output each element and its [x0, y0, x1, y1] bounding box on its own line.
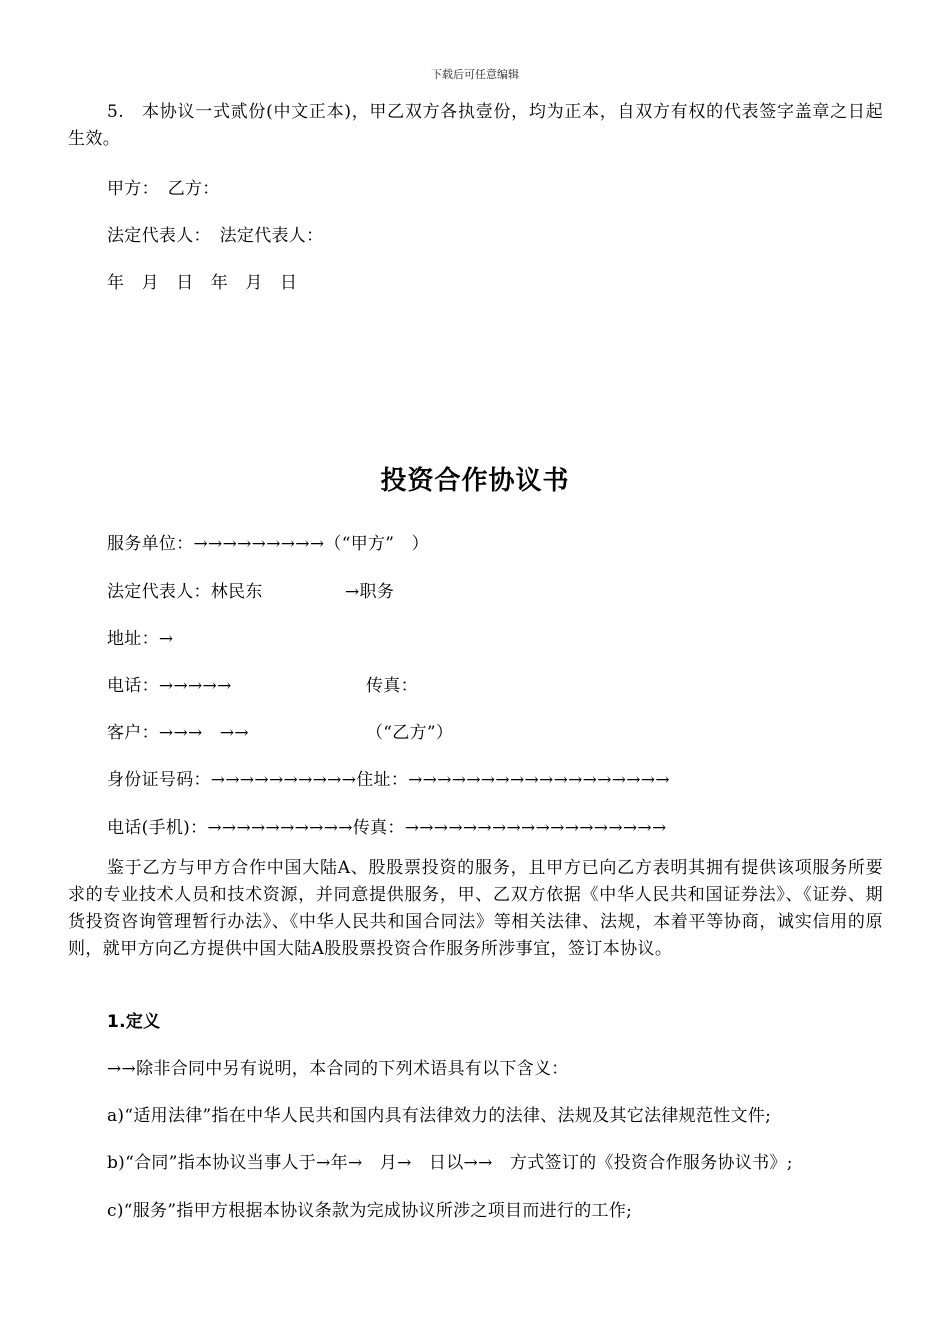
- section-1-lead: →→除非合同中另有说明，本合同的下列术语具有以下含义：: [107, 1059, 569, 1079]
- definition-item-b: b)“合同”指本协议当事人于→年→ 月→ 日以→→ 方式签订的《投资合作服务协议书》;: [107, 1153, 793, 1173]
- signature-parties: 甲方： 乙方：: [107, 179, 220, 199]
- signature-dates: 年 月 日 年 月 日: [107, 273, 298, 293]
- signature-representatives: 法定代表人： 法定代表人：: [107, 226, 324, 246]
- header-note: 下载后可任意编辑: [431, 68, 519, 81]
- mobile-field: 电话(手机)：→→→→→→→→→→传真：→→→→→→→→→→→→→→→→→→: [107, 818, 667, 838]
- legal-rep-field: 法定代表人：林民东: [107, 582, 263, 602]
- id-number-field: 身份证号码：→→→→→→→→→→住址：→→→→→→→→→→→→→→→→→→: [107, 770, 670, 790]
- document-title: 投资合作协议书: [380, 466, 570, 496]
- service-unit-field: 服务单位：→→→→→→→→→（“甲方” ）: [107, 534, 429, 554]
- intro-paragraph: 鉴于乙方与甲方合作中国大陆A、股股票投资的服务，且甲方已向乙方表明其拥有提供该项服务所要求的专业技术人员和技术资源，并同意提供服务，甲、乙双方依据《中华人民共和国证券法》、《证券、期货投资咨询管理暂行办法》、《中华人民共和国合同法》等相关法律、法规，本着平等协商，诚实信用的原则，就甲方向乙方提供中国大陆A股股票投资合作服务所涉事宜，签订本协议。: [68, 858, 883, 959]
- client-field: 客户：→→→ →→: [107, 723, 249, 743]
- position-field: →职务: [345, 582, 395, 602]
- section-1-heading: 1.定义: [107, 1012, 161, 1032]
- phone-field: 电话：→→→→→: [107, 676, 232, 696]
- clause-5-paragraph: 5. 本协议一式贰份(中文正本)，甲乙双方各执壹份，均为正本，自双方有权的代表签字盖章之日起生效。: [68, 102, 883, 149]
- party-b-label: （“乙方”）: [366, 723, 454, 743]
- definition-item-c: c)“服务”指甲方根据本协议条款为完成协议所涉之项目而进行的工作;: [107, 1201, 633, 1221]
- address-field: 地址：→: [107, 629, 174, 649]
- fax-field: 传真：: [366, 676, 418, 696]
- definition-item-a: a)“适用法律”指在中华人民共和国内具有法律效力的法律、法规及其它法律规范性文件;: [107, 1106, 772, 1126]
